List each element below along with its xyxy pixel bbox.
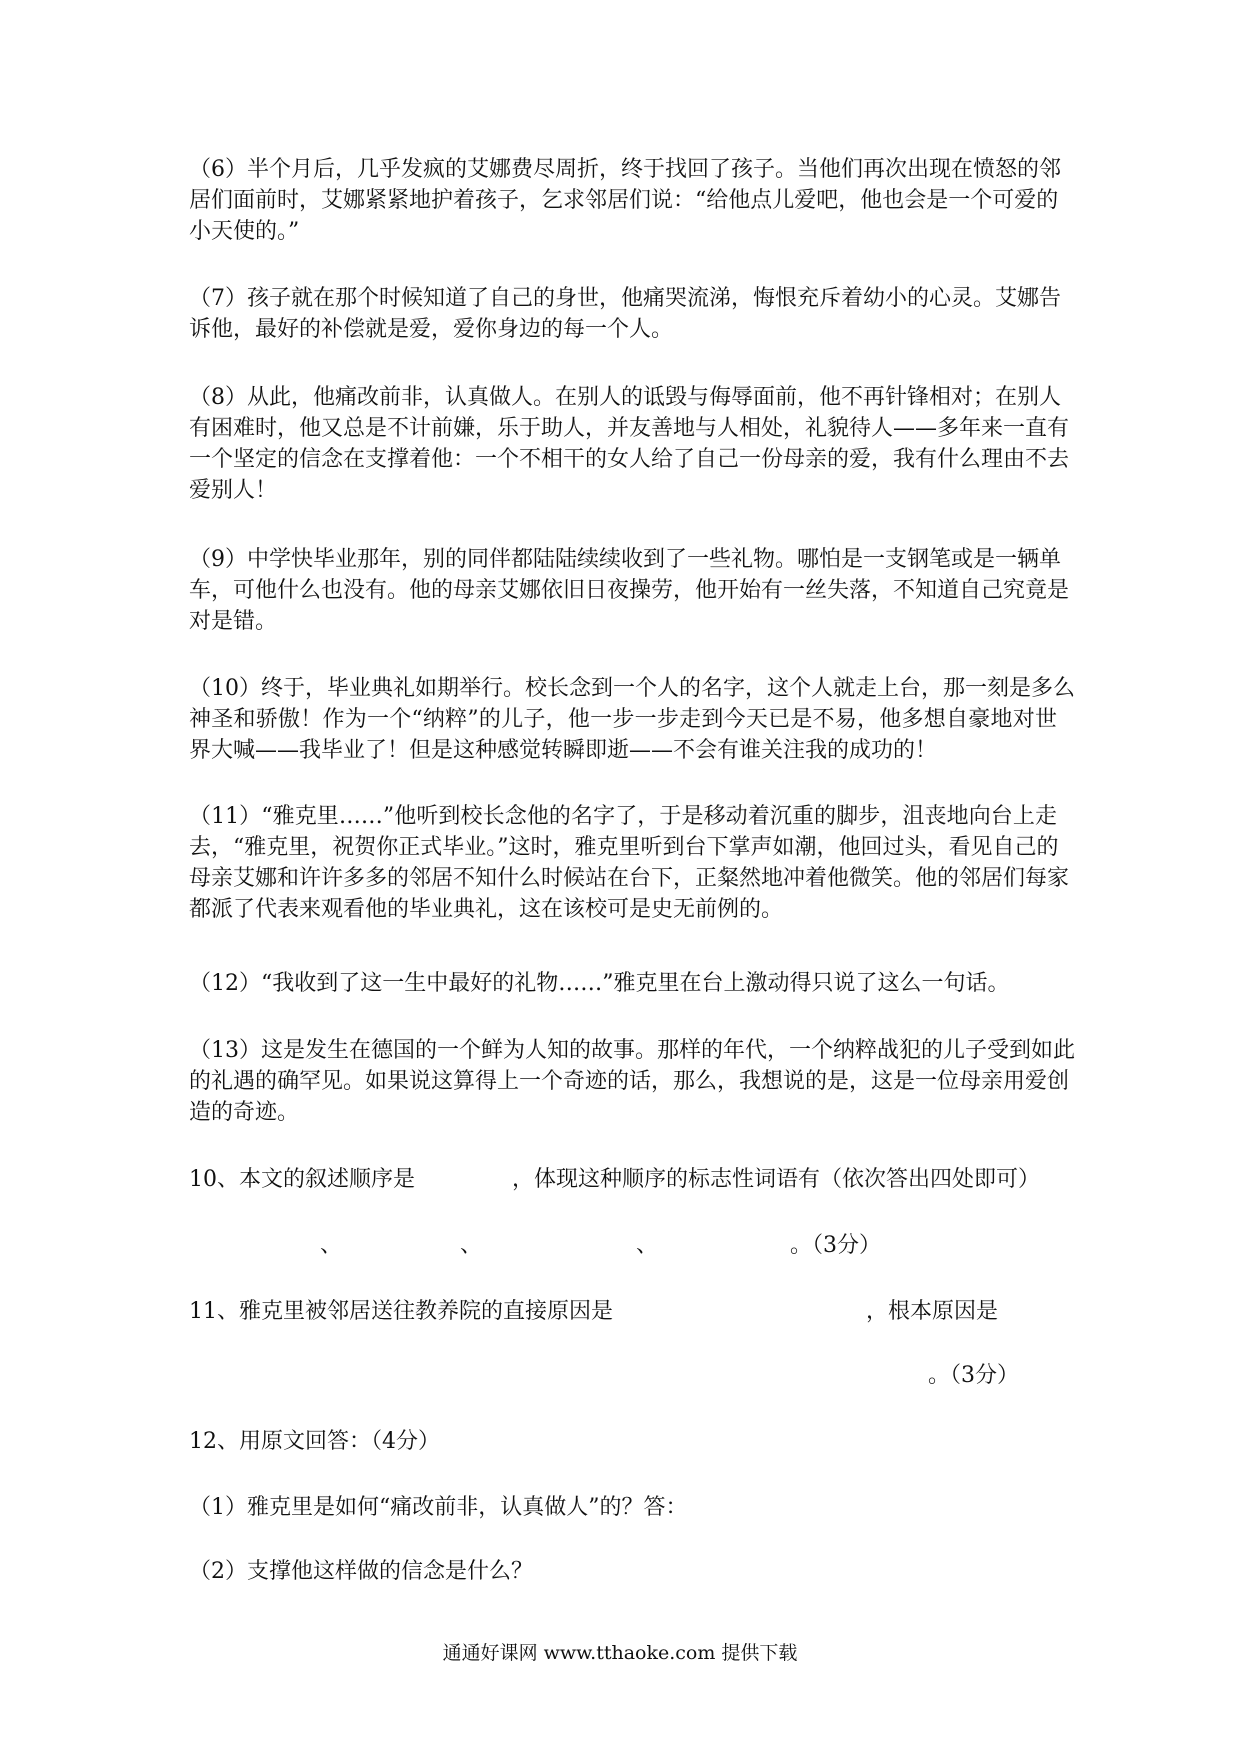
question-10-separator: 、 <box>636 1233 659 1258</box>
paragraph-line: 车，可他什么也没有。他的母亲艾娜依旧日夜操劳，他开始有一丝失落，不知道自己究竟是 <box>189 578 1070 603</box>
paragraph <box>189 673 1075 766</box>
paragraph-line: （8）从此，他痛改前非，认真做人。在别人的诋毁与侮辱面前，他不再针锋相对；在别人 <box>189 385 1062 410</box>
paragraph <box>189 154 1062 247</box>
question-10-score: 。（3分） <box>790 1233 881 1258</box>
question-10-part2: ，体现这种顺序的标志性词语有（依次答出四处即可） <box>512 1167 1041 1192</box>
paragraph-line: 小天使的。” <box>189 219 300 244</box>
paragraph-line: （9）中学快毕业那年，别的同伴都陆陆续续收到了一些礼物。哪怕是一支钢笔或是一辆单 <box>189 547 1062 572</box>
paragraph-line: 诉他，最好的补偿就是爱，爱你身边的每一个人。 <box>189 317 674 342</box>
paragraph <box>189 382 1070 506</box>
paragraph-line: （7）孩子就在那个时候知道了自己的身世，他痛哭流涕，悔恨充斥着幼小的心灵。艾娜告 <box>189 286 1062 311</box>
paragraph-line: 有困难时，他又总是不计前嫌，乐于助人，并友善地与人相处，礼貌待人——多年来一直有 <box>189 416 1070 441</box>
paragraph-line: 一个坚定的信念在支撑着他：一个不相干的女人给了自己一份母亲的爱，我有什么理由不去 <box>189 447 1070 472</box>
paragraph-line: 界大喊——我毕业了！但是这种感觉转瞬即逝——不会有谁关注我的成功的！ <box>189 738 938 763</box>
paragraph-line: （11）“雅克里……”他听到校长念他的名字了，于是移动着沉重的脚步，沮丧地向台上走 <box>189 804 1057 829</box>
paragraph-line: 爱别人！ <box>189 478 278 503</box>
question-11-part1: 11、雅克里被邻居送往教养院的直接原因是 <box>189 1299 613 1324</box>
question-11-score: 。（3分） <box>928 1363 1019 1388</box>
paragraph <box>189 801 1070 925</box>
paragraph <box>189 968 1057 999</box>
question-10-separator: 、 <box>460 1233 483 1258</box>
paragraph <box>189 544 1070 637</box>
paragraph-line: 的礼遇的确罕见。如果说这算得上一个奇迹的话，那么，我想说的是，这是一位母亲用爱创 <box>189 1069 1070 1094</box>
paragraph-line: 造的奇迹。 <box>189 1100 300 1125</box>
paragraph <box>189 1035 1075 1128</box>
paragraph-line: （12）“我收到了这一生中最好的礼物……”雅克里在台上激动得只说了这么一句话。 <box>189 971 1010 996</box>
paragraph <box>189 283 1062 345</box>
paragraph-line: 对是错。 <box>189 609 278 634</box>
question-12-title: 12、用原文回答：（4分） <box>189 1429 440 1454</box>
paragraph-line: （6）半个月后，几乎发疯的艾娜费尽周折，终于找回了孩子。当他们再次出现在愤怒的邻 <box>189 157 1062 182</box>
paragraph-line: （13）这是发生在德国的一个鲜为人知的故事。那样的年代，一个纳粹战犯的儿子受到如此 <box>189 1038 1075 1063</box>
paragraph-line: 居们面前时，艾娜紧紧地护着孩子，乞求邻居们说：“给他点儿爱吧，他也会是一个可爱的 <box>189 188 1059 213</box>
paragraph-line: 都派了代表来观看他的毕业典礼，这在该校可是史无前例的。 <box>189 897 784 922</box>
question-12-sub2: （2）支撑他这样做的信念是什么？ <box>189 1559 533 1584</box>
question-11-part2: ，根本原因是 <box>866 1299 999 1324</box>
question-12-sub1: （1）雅克里是如何“痛改前非，认真做人”的？答： <box>189 1495 688 1520</box>
question-10-part1: 10、本文的叙述顺序是 <box>189 1167 415 1192</box>
footer: 通通好课网 www.tthaoke.com 提供下载 <box>442 1642 798 1664</box>
paragraph-line: 母亲艾娜和许许多多的邻居不知什么时候站在台下，正粲然地冲着他微笑。他的邻居们每家 <box>189 866 1070 891</box>
paragraph-line: 神圣和骄傲！作为一个“纳粹”的儿子，他一步一步走到今天已是不易，他多想自豪地对世 <box>189 707 1057 732</box>
paragraph-line: 去，“雅克里，祝贺你正式毕业。”这时，雅克里听到台下掌声如潮，他回过头，看见自己的 <box>189 835 1059 860</box>
paragraph-line: （10）终于，毕业典礼如期举行。校长念到一个人的名字，这个人就走上台，那一刻是多么 <box>189 676 1075 701</box>
question-10-separator: 、 <box>320 1233 343 1258</box>
